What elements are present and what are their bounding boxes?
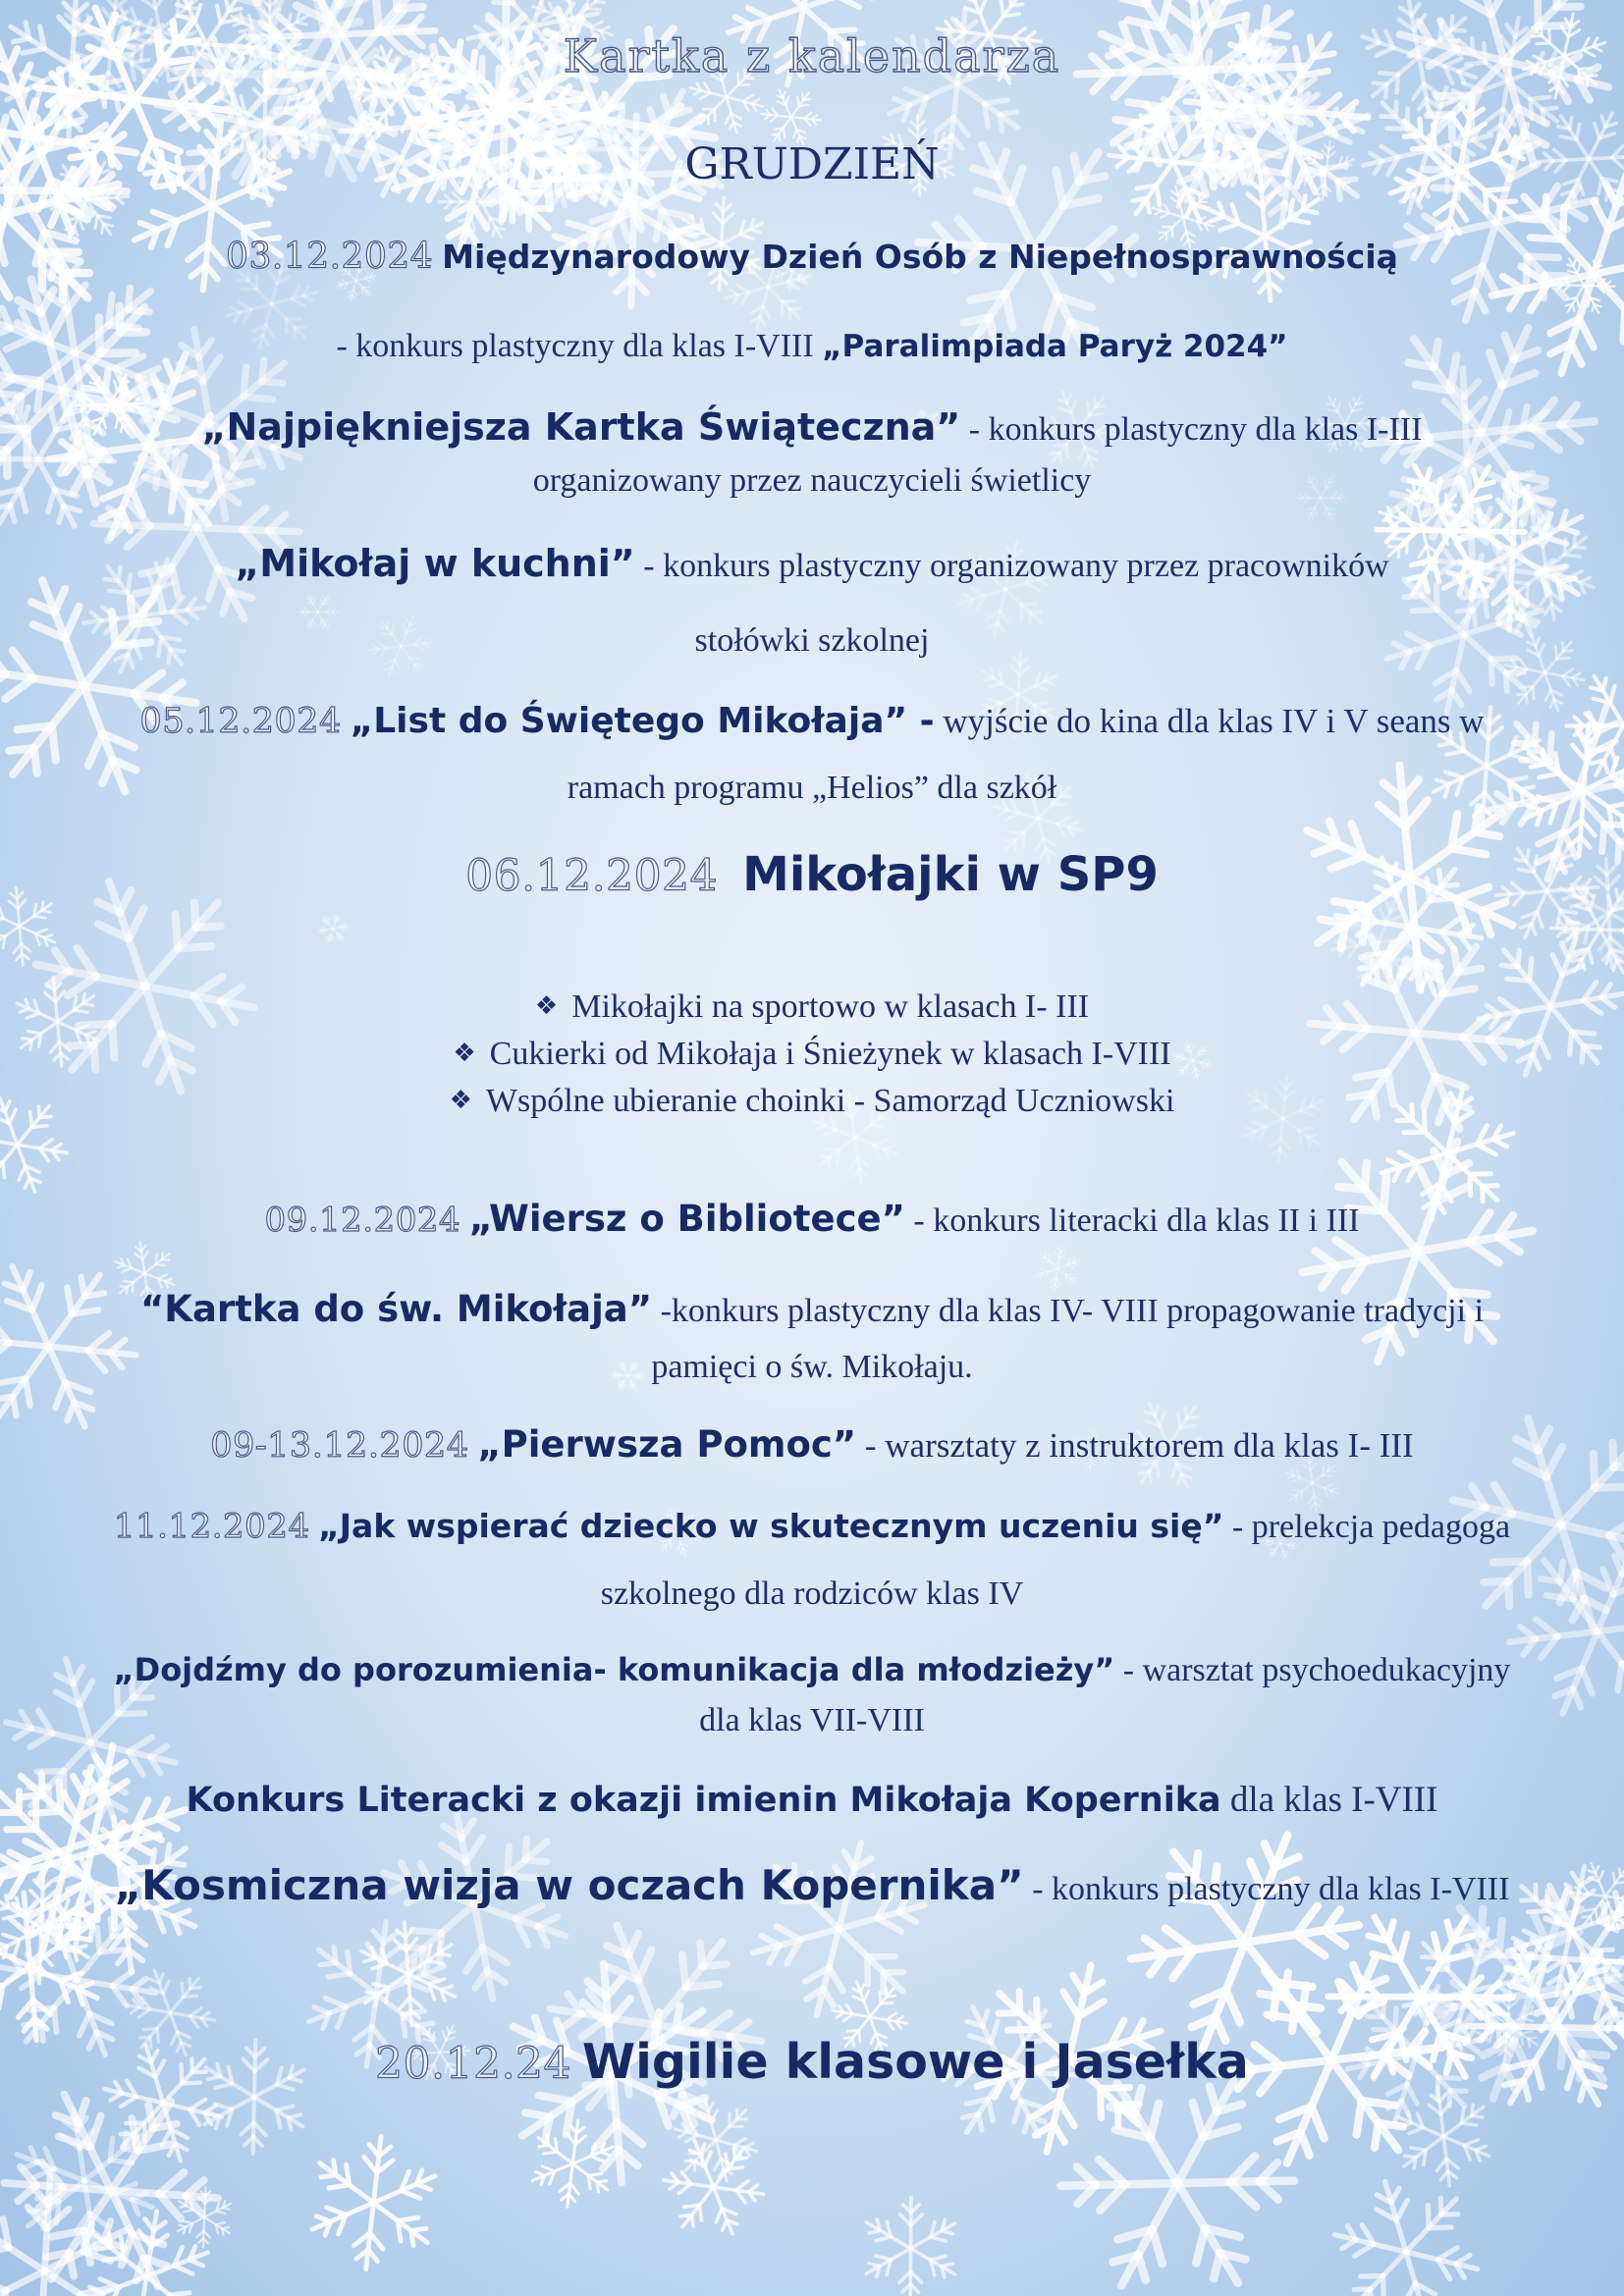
entry-title: „Wiersz o Bibliotece” bbox=[468, 1198, 905, 1240]
entry-text: szkolnego dla rodziców klas IV bbox=[600, 1575, 1024, 1612]
entry-literary-contest bbox=[39, 1779, 1585, 1822]
diamond-bullet-icon: ❖ bbox=[534, 991, 559, 1021]
entry-christmas-eve bbox=[39, 2034, 1585, 2092]
entry-mikolajki bbox=[39, 847, 1585, 904]
entry-text: - konkurs plastyczny dla klas I-III bbox=[960, 411, 1423, 448]
entry-text: ramach programu „Helios” dla szkół bbox=[567, 770, 1057, 806]
entry-date: 09.12.2024 bbox=[264, 1201, 461, 1240]
entry-christmas-card-continued bbox=[39, 461, 1585, 502]
entry-title: Wigilie klasowe i Jasełka bbox=[582, 2034, 1249, 2090]
entry-title: „Jak wspierać dziecko w skutecznym uczeniu się” bbox=[318, 1507, 1224, 1545]
entry-date: 03.12.2024 bbox=[226, 237, 434, 277]
entry-santa-kitchen-continued bbox=[39, 621, 1585, 662]
entry-christmas-card bbox=[39, 405, 1585, 451]
entry-text: - prelekcja pedagoga bbox=[1223, 1509, 1511, 1545]
entry-text: dla klas VII-VIII bbox=[699, 1702, 925, 1738]
diamond-bullet-icon: ❖ bbox=[453, 1039, 476, 1068]
entry-title: „Dojdźmy do porozumienia- komunikacja dla młodzieży” bbox=[113, 1651, 1115, 1688]
entry-title: „List do Świętego Mikołaja” - bbox=[350, 701, 935, 741]
entry-title: Mikołajki w SP9 bbox=[742, 847, 1159, 902]
entry-date: 11.12.2024 bbox=[113, 1507, 310, 1546]
entry-text: dla klas I-VIII bbox=[1220, 1780, 1438, 1820]
list-item: ❖ Wspólne ubieranie choinki - Samorząd Uczniowski bbox=[449, 1083, 1175, 1119]
entry-santa-kitchen bbox=[39, 542, 1585, 587]
entry-support-child-continued bbox=[39, 1575, 1585, 1615]
entry-card-to-santa-continued bbox=[39, 1348, 1585, 1388]
entry-card-to-santa bbox=[39, 1288, 1585, 1332]
entry-title: „Mikołaj w kuchni” bbox=[235, 542, 635, 585]
entry-cosmic-vision bbox=[39, 1861, 1585, 1910]
entry-text: - warsztat psychoedukacyjny bbox=[1114, 1652, 1511, 1688]
entry-library-poem bbox=[39, 1198, 1585, 1242]
list-item: ❖ Mikołajki na sportowo w klasach I- III bbox=[534, 988, 1090, 1025]
entry-text: pamięci o św. Mikołaju. bbox=[651, 1349, 973, 1385]
month-heading: GRUDZIEŃ bbox=[684, 139, 940, 189]
entry-text: -konkurs plastyczny dla klas IV- VIII propagowanie tradycji i bbox=[652, 1293, 1485, 1329]
entry-text: - konkurs plastyczny dla klas I-VIII bbox=[336, 328, 823, 364]
mikolajki-list bbox=[0, 985, 1624, 1126]
entry-title: Konkurs Literacki z okazji imienin Mikołaja Kopernika bbox=[186, 1781, 1221, 1820]
entry-paralimpiada bbox=[39, 327, 1585, 367]
entry-title: „Paralimpiada Paryż 2024” bbox=[822, 329, 1288, 364]
entry-title: „Pierwsza Pomoc” bbox=[477, 1423, 857, 1466]
entry-text: wyjście do kina dla klas IV i V seans w bbox=[934, 702, 1485, 740]
entry-text: - konkurs literacki dla klas II i III bbox=[904, 1202, 1360, 1239]
entry-text: organizowany przez nauczycieli świetlicy bbox=[532, 462, 1092, 499]
entry-support-child bbox=[39, 1507, 1585, 1548]
entry-letter-to-santa bbox=[39, 700, 1585, 742]
entry-text: - warsztaty z instruktorem dla klas I- III bbox=[856, 1426, 1414, 1465]
entry-date: 09-13.12.2024 bbox=[210, 1426, 469, 1466]
page-title: Kartka z kalendarza bbox=[563, 29, 1061, 82]
entry-date: 20.12.24 bbox=[375, 2039, 572, 2089]
entry-title: „Najpiękniejsza Kartka Świąteczna” bbox=[201, 405, 961, 449]
entry-date: 05.12.2024 bbox=[139, 702, 342, 741]
entry-date: 06.12.2024 bbox=[465, 851, 719, 901]
entry-communication-continued bbox=[39, 1701, 1585, 1741]
entry-communication bbox=[39, 1651, 1585, 1691]
entry-first-aid bbox=[39, 1423, 1585, 1467]
entry-title: “Kartka do św. Mikołaja” bbox=[139, 1288, 653, 1330]
list-item: ❖ Cukierki od Mikołaja i Śnieżynek w klasach I-VIII bbox=[453, 1036, 1171, 1072]
entry-letter-to-santa-continued bbox=[39, 769, 1585, 809]
diamond-bullet-icon: ❖ bbox=[449, 1086, 472, 1115]
entry-text: stołówki szkolnej bbox=[694, 622, 930, 659]
entry-text: - konkurs plastyczny organizowany przez pracowników bbox=[634, 548, 1389, 584]
entry-text: - konkurs plastyczny dla klas I-VIII bbox=[1023, 1871, 1510, 1907]
entry-title: Międzynarodowy Dzień Osób z Niepełnosprawnością bbox=[442, 238, 1398, 276]
entry-title: „Kosmiczna wizja w oczach Kopernika” bbox=[114, 1861, 1024, 1909]
entry-disability-day bbox=[39, 236, 1585, 278]
